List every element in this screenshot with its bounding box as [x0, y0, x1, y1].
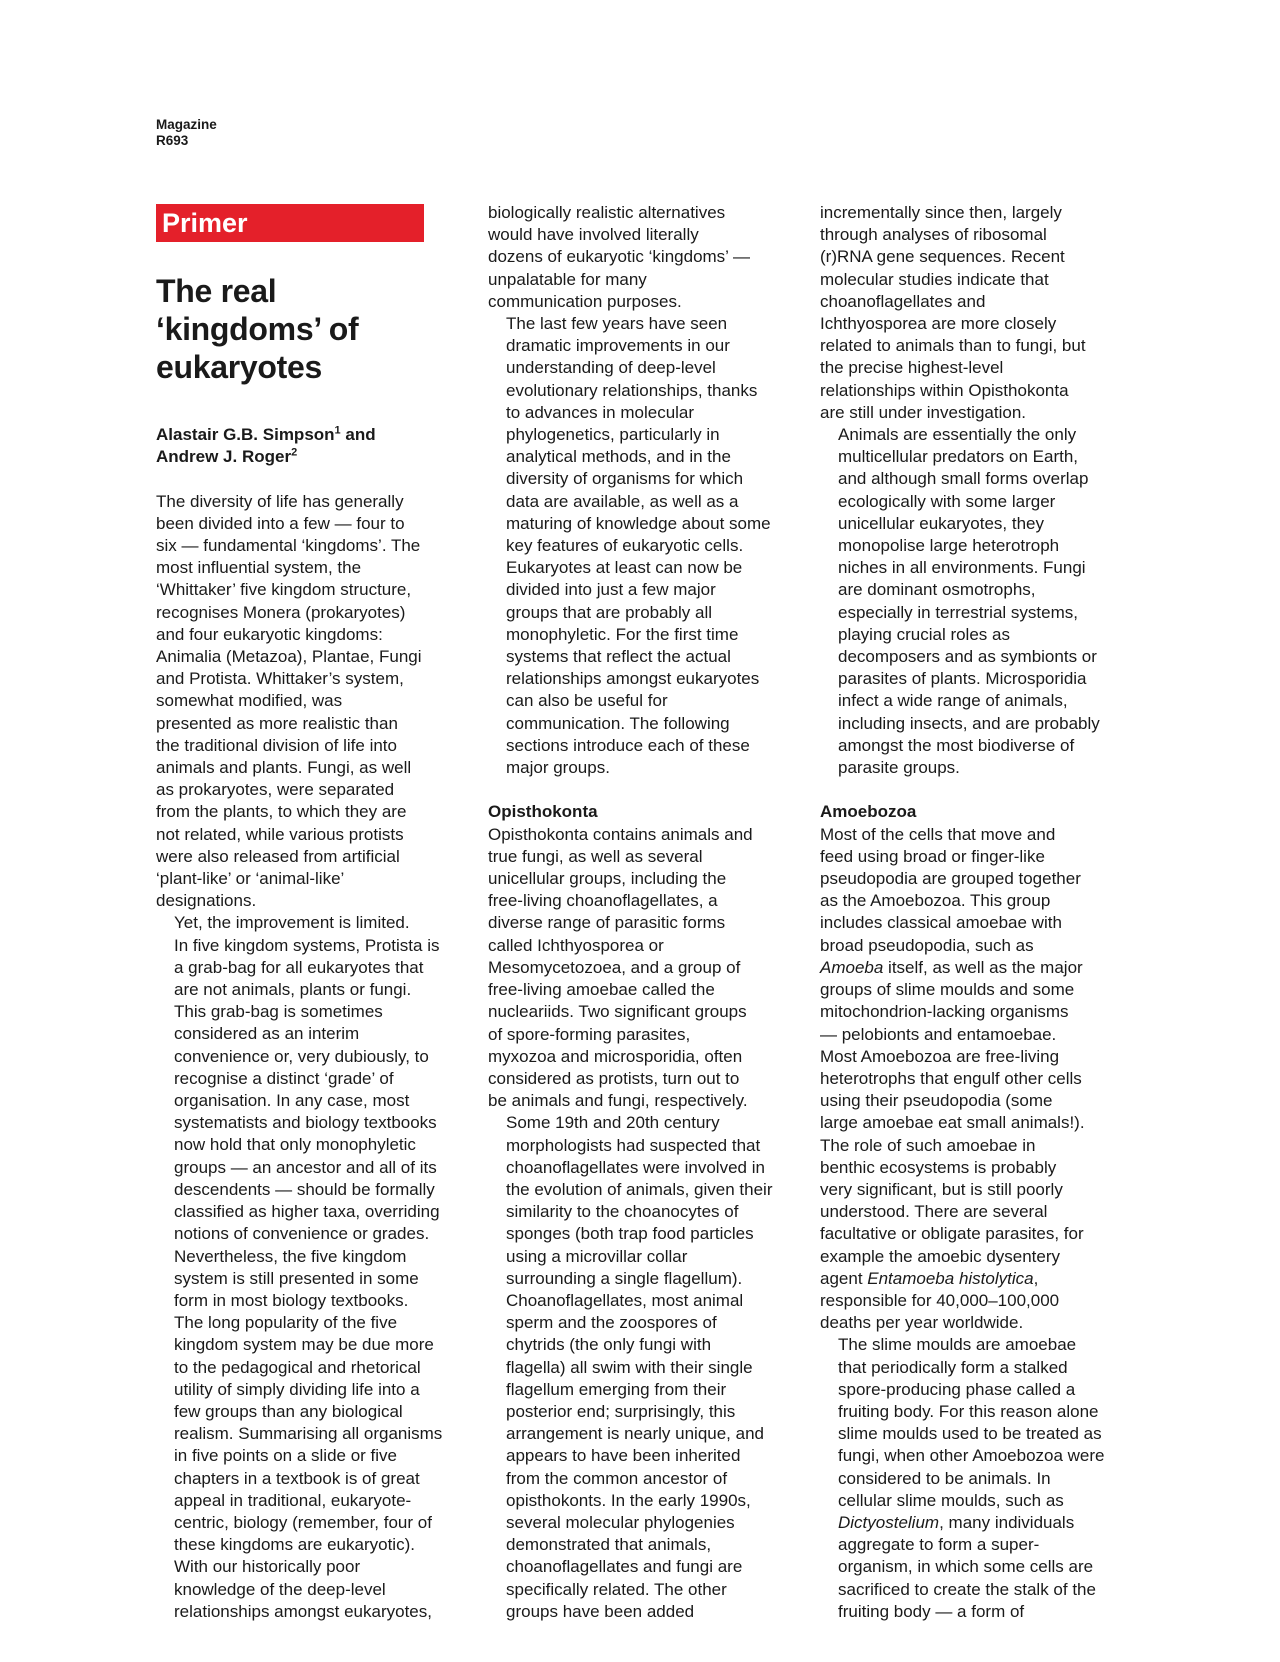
text-line: unicellular groups, including the — [488, 869, 727, 889]
text-line: includes classical amoebae with — [820, 913, 1062, 933]
title-line: The real — [156, 273, 277, 309]
text-line: now hold that only monophyletic — [174, 1135, 416, 1155]
text-line: groups — an ancestor and all of its — [174, 1157, 437, 1177]
text-line: playing crucial roles as — [838, 624, 1010, 644]
article-title — [156, 272, 452, 386]
text-line: presented as more realistic than — [156, 713, 398, 733]
text-line: pseudopodia are grouped together — [820, 869, 1081, 889]
text-line: nucleariids. Two significant groups — [488, 1002, 747, 1022]
text-line: groups have been added — [506, 1601, 695, 1621]
text-line: and four eukaryotic kingdoms: — [156, 624, 383, 644]
text-line: called Ichthyosporea or — [488, 935, 664, 955]
text-line: infect a wide range of animals, — [838, 691, 1068, 711]
paragraph — [820, 824, 1122, 1335]
text-line: appears to have been inherited — [506, 1446, 741, 1466]
text-line: recognise a distinct ‘grade’ of — [174, 1068, 394, 1088]
text-line: chytrids (the only fungi with — [506, 1335, 712, 1355]
text-line: fruiting body — a form of — [838, 1601, 1025, 1621]
text-line: descendents — should be formally — [174, 1179, 435, 1199]
section-heading: Amoebozoa — [820, 802, 917, 822]
text-line: maturing of knowledge about some — [506, 513, 771, 533]
author-affiliation: 1 — [334, 424, 341, 437]
text-line: data are available, as well as a — [506, 491, 739, 511]
text-line: With our historically poor — [174, 1557, 361, 1577]
text-line: knowledge of the deep-level — [174, 1579, 386, 1599]
text-line: groups of slime moulds and some — [820, 980, 1075, 1000]
title-line: eukaryotes — [156, 349, 322, 385]
text-line: deaths per year worldwide. — [820, 1313, 1024, 1333]
paragraph — [156, 1312, 452, 1623]
text-line: systematists and biology textbooks — [174, 1113, 437, 1133]
text-line: a grab-bag for all eukaryotes that — [174, 957, 424, 977]
text-line: parasite groups. — [838, 758, 960, 778]
author-affiliation: 2 — [291, 446, 298, 459]
text-line: The role of such amoebae in — [820, 1135, 1036, 1155]
column-3 — [820, 202, 1122, 1623]
author-name: Alastair G.B. Simpson — [156, 425, 335, 444]
text-line: classified as higher taxa, overriding — [174, 1202, 440, 1222]
text-line: phylogenetics, particularly in — [506, 425, 720, 445]
text-line — [820, 1512, 1122, 1534]
text-line: related to animals than to fungi, but — [820, 336, 1086, 356]
text-line: Nevertheless, the five kingdom — [174, 1246, 407, 1266]
text-line: The diversity of life has generally — [156, 491, 404, 511]
text-line: appeal in traditional, eukaryote- — [174, 1490, 412, 1510]
text-line: myxozoa and microsporidia, often — [488, 1046, 743, 1066]
text-line: through analyses of ribosomal — [820, 225, 1047, 245]
text-line: sacrificed to create the stalk of the — [838, 1579, 1096, 1599]
text-run: agent — [820, 1268, 868, 1288]
text-line: and Protista. Whittaker’s system, — [156, 669, 404, 689]
text-line: large amoebae eat small animals!). — [820, 1113, 1085, 1133]
primer-label: Primer — [156, 204, 424, 242]
text-line: mitochondrion-lacking organisms — [820, 1002, 1069, 1022]
text-line: very significant, but is still poorly — [820, 1179, 1063, 1199]
text-line: flagellum emerging from their — [506, 1379, 727, 1399]
text-line: demonstrated that animals, — [506, 1535, 712, 1555]
text-line: fruiting body. For this reason alone — [838, 1401, 1099, 1421]
text-line: the traditional division of life into — [156, 735, 397, 755]
text-line: Choanoflagellates, most animal — [506, 1290, 744, 1310]
text-line: niches in all environments. Fungi — [838, 558, 1086, 578]
text-line: including insects, and are probably — [838, 713, 1100, 733]
author-conjunction: and — [340, 425, 376, 444]
text-line: sections introduce each of these — [506, 735, 750, 755]
text-line: slime moulds used to be treated as — [838, 1424, 1102, 1444]
text-run — [820, 1290, 1122, 1334]
text-line: similarity to the choanocytes of — [506, 1202, 739, 1222]
text-line: broad pseudopodia, such as — [820, 935, 1034, 955]
text-line: Opisthokonta contains animals and — [488, 824, 753, 844]
header-page-number: R693 — [156, 133, 189, 148]
text-run — [820, 1334, 1122, 1512]
text-run: , — [1033, 1268, 1039, 1288]
text-run: itself, as well as the major — [883, 957, 1083, 977]
text-line: aggregate to form a super- — [838, 1535, 1040, 1555]
text-line: This grab-bag is sometimes — [174, 1002, 383, 1022]
text-line: Mesomycetozoea, and a group of — [488, 957, 741, 977]
paragraph — [488, 824, 790, 1113]
running-header — [156, 117, 217, 149]
paragraph — [488, 202, 790, 313]
text-line: understanding of deep-level — [506, 358, 716, 378]
text-line: communication. The following — [506, 713, 730, 733]
text-line: evolutionary relationships, thanks — [506, 380, 758, 400]
text-line: arrangement is nearly unique, and — [506, 1424, 764, 1444]
text-line: not related, while various protists — [156, 824, 404, 844]
author-name: Andrew J. Roger — [156, 447, 292, 467]
text-line: parasites of plants. Microsporidia — [838, 669, 1087, 689]
text-line: sponges (both trap food particles — [506, 1224, 754, 1244]
text-line: spore-producing phase called a — [838, 1379, 1076, 1399]
text-line: somewhat modified, was — [156, 691, 343, 711]
taxon-name: Dictyostelium — [838, 1512, 940, 1532]
text-line: relationships amongst eukaryotes, — [174, 1601, 432, 1621]
paragraph — [156, 912, 452, 1312]
text-line: would have involved literally — [488, 225, 699, 245]
text-line: as prokaryotes, were separated — [156, 780, 395, 800]
text-run — [820, 824, 1122, 957]
text-line: diverse range of parasitic forms — [488, 913, 726, 933]
text-line: morphologists had suspected that — [506, 1135, 761, 1155]
text-line: chapters in a textbook is of great — [174, 1468, 420, 1488]
text-line: Animals are essentially the only — [838, 425, 1077, 445]
text-line: and although small forms overlap — [838, 469, 1089, 489]
text-line: from the common ancestor of — [506, 1468, 728, 1488]
text-line: specifically related. The other — [506, 1579, 727, 1599]
text-line: kingdom system may be due more — [174, 1335, 434, 1355]
text-line: considered as an interim — [174, 1024, 360, 1044]
text-line: to advances in molecular — [506, 402, 695, 422]
text-line: the evolution of animals, given their — [506, 1179, 773, 1199]
text-line: In five kingdom systems, Protista is — [174, 935, 440, 955]
text-line: incrementally since then, largely — [820, 203, 1062, 222]
column-1 — [156, 202, 452, 1623]
text-line: unpalatable for many — [488, 269, 647, 289]
text-line: surrounding a single flagellum). — [506, 1268, 743, 1288]
text-run — [820, 979, 1122, 1268]
author-line — [156, 446, 452, 468]
text-line: sperm and the zoospores of — [506, 1313, 717, 1333]
text-line: fungi, when other Amoebozoa were — [838, 1446, 1105, 1466]
column-2 — [488, 202, 790, 1623]
text-line: are still under investigation. — [820, 402, 1027, 422]
text-line: facultative or obligate parasites, for — [820, 1224, 1084, 1244]
paragraph — [156, 491, 452, 913]
text-line: Eukaryotes at least can now be — [506, 558, 743, 578]
text-line: cellular slime moulds, such as — [838, 1490, 1064, 1510]
text-line: diversity of organisms for which — [506, 469, 744, 489]
title-line: ‘kingdoms’ of — [156, 311, 359, 347]
text-line: benthic ecosystems is probably — [820, 1157, 1057, 1177]
text-line: free-living amoebae called the — [488, 980, 715, 1000]
text-line: these kingdoms are eukaryotic). — [174, 1535, 415, 1555]
text-line: Ichthyosporea are more closely — [820, 314, 1057, 334]
text-line: choanoflagellates were involved in — [506, 1157, 765, 1177]
text-line: flagella) all swim with their single — [506, 1357, 753, 1377]
text-line: amongst the most biodiverse of — [838, 735, 1075, 755]
text-line: convenience or, very dubiously, to — [174, 1046, 429, 1066]
text-line: free-living choanoflagellates, a — [488, 891, 718, 911]
text-line — [820, 957, 1122, 979]
taxon-name: Amoeba — [820, 957, 884, 977]
text-line: Animalia (Metazoa), Plantae, Fungi — [156, 647, 422, 667]
text-line: responsible for 40,000–100,000 — [820, 1290, 1060, 1310]
text-line: form in most biology textbooks. — [174, 1290, 409, 1310]
text-line: example the amoebic dysentery — [820, 1246, 1061, 1266]
paragraph — [488, 1112, 790, 1623]
text-line: divided into just a few major — [506, 580, 716, 600]
text-run: , many individuals — [939, 1512, 1075, 1532]
text-line: (r)RNA gene sequences. Recent — [820, 247, 1065, 267]
text-line: communication purposes. — [488, 291, 682, 311]
text-run — [820, 1534, 1122, 1623]
header-section: Magazine — [156, 117, 217, 132]
text-line: understood. There are several — [820, 1202, 1048, 1222]
text-line: as the Amoebozoa. This group — [820, 891, 1051, 911]
text-line: the precise highest-level — [820, 358, 1004, 378]
text-line: realism. Summarising all organisms — [174, 1424, 443, 1444]
text-line: especially in terrestrial systems, — [838, 602, 1078, 622]
text-line: major groups. — [506, 758, 610, 778]
text-line: few groups than any biological — [174, 1401, 403, 1421]
text-line: multicellular predators on Earth, — [838, 447, 1079, 467]
text-line: using their pseudopodia (some — [820, 1091, 1053, 1111]
text-line: The last few years have seen — [506, 314, 728, 334]
text-line: are not animals, plants or fungi. — [174, 980, 412, 1000]
paragraph — [820, 1334, 1122, 1623]
text-line: ecologically with some larger — [838, 491, 1056, 511]
text-line: heterotrophs that engulf other cells — [820, 1068, 1082, 1088]
paragraph — [820, 424, 1122, 779]
text-line: molecular studies indicate that — [820, 269, 1049, 289]
text-line: posterior end; surprisingly, this — [506, 1401, 736, 1421]
text-line: Yet, the improvement is limited. — [174, 913, 410, 933]
text-line: monopolise large heterotroph — [838, 536, 1060, 556]
text-line: dozens of eukaryotic ‘kingdoms’ — — [488, 247, 751, 267]
text-line: utility of simply dividing life into a — [174, 1379, 420, 1399]
paragraph — [820, 202, 1122, 424]
text-line: that periodically form a stalked — [838, 1357, 1068, 1377]
text-line: dramatic improvements in our — [506, 336, 730, 356]
text-line: were also released from artificial — [156, 846, 400, 866]
text-line: considered as protists, turn out to — [488, 1068, 740, 1088]
text-line: true fungi, as well as several — [488, 846, 703, 866]
text-line: systems that reflect the actual — [506, 647, 731, 667]
text-line: in five points on a slide or five — [174, 1446, 398, 1466]
text-line: choanoflagellates and — [820, 291, 986, 311]
text-line: relationships amongst eukaryotes — [506, 669, 760, 689]
paragraph — [488, 313, 790, 779]
text-line: biologically realistic alternatives — [488, 203, 726, 222]
text-line: — pelobionts and entamoebae. — [820, 1024, 1057, 1044]
text-line: choanoflagellates and fungi are — [506, 1557, 743, 1577]
text-line: six — fundamental ‘kingdoms’. The — [156, 536, 421, 555]
text-line: be animals and fungi, respectively. — [488, 1091, 748, 1111]
text-line: designations. — [156, 891, 257, 911]
text-line: unicellular eukaryotes, they — [838, 513, 1045, 533]
text-line: notions of convenience or grades. — [174, 1224, 430, 1244]
text-line: been divided into a few — four to — [156, 513, 405, 533]
text-line: ‘plant-like’ or ‘animal-like’ — [156, 869, 345, 889]
text-line: system is still presented in some — [174, 1268, 419, 1288]
text-line: from the plants, to which they are — [156, 802, 407, 822]
text-line: key features of eukaryotic cells. — [506, 536, 744, 556]
text-line: of spore-forming parasites, — [488, 1024, 691, 1044]
text-line: most influential system, the — [156, 558, 362, 578]
text-line: opisthokonts. In the early 1990s, — [506, 1490, 751, 1510]
text-line: centric, biology (remember, four of — [174, 1512, 432, 1532]
section-heading: Opisthokonta — [488, 802, 598, 822]
text-line — [820, 1268, 1122, 1290]
text-line: Most Amoebozoa are free-living — [820, 1046, 1060, 1066]
taxon-name: Entamoeba histolytica — [867, 1268, 1034, 1288]
text-line: The slime moulds are amoebae — [838, 1335, 1077, 1355]
text-line: considered to be animals. In — [838, 1468, 1051, 1488]
text-line: monophyletic. For the first time — [506, 624, 739, 644]
text-line: to the pedagogical and rhetorical — [174, 1357, 421, 1377]
text-line: Most of the cells that move and — [820, 824, 1056, 844]
text-line: using a microvillar collar — [506, 1246, 688, 1266]
text-line: are dominant osmotrophs, — [838, 580, 1036, 600]
text-line: Some 19th and 20th century — [506, 1113, 720, 1133]
text-line: relationships within Opisthokonta — [820, 380, 1069, 400]
author-list — [156, 424, 452, 468]
text-line: ‘Whittaker’ five kingdom structure, — [156, 580, 412, 600]
text-line: feed using broad or finger-like — [820, 846, 1045, 866]
text-line: decomposers and as symbionts or — [838, 647, 1097, 667]
text-line: several molecular phylogenies — [506, 1512, 735, 1532]
text-line: can also be useful for — [506, 691, 668, 711]
author-line — [156, 424, 452, 446]
text-line: analytical methods, and in the — [506, 447, 731, 467]
text-line: recognises Monera (prokaryotes) — [156, 602, 406, 622]
text-line: groups that are probably all — [506, 602, 713, 622]
text-line: organism, in which some cells are — [838, 1557, 1094, 1577]
text-line: The long popularity of the five — [174, 1313, 398, 1333]
text-line: organisation. In any case, most — [174, 1091, 410, 1111]
text-line: animals and plants. Fungi, as well — [156, 758, 412, 778]
